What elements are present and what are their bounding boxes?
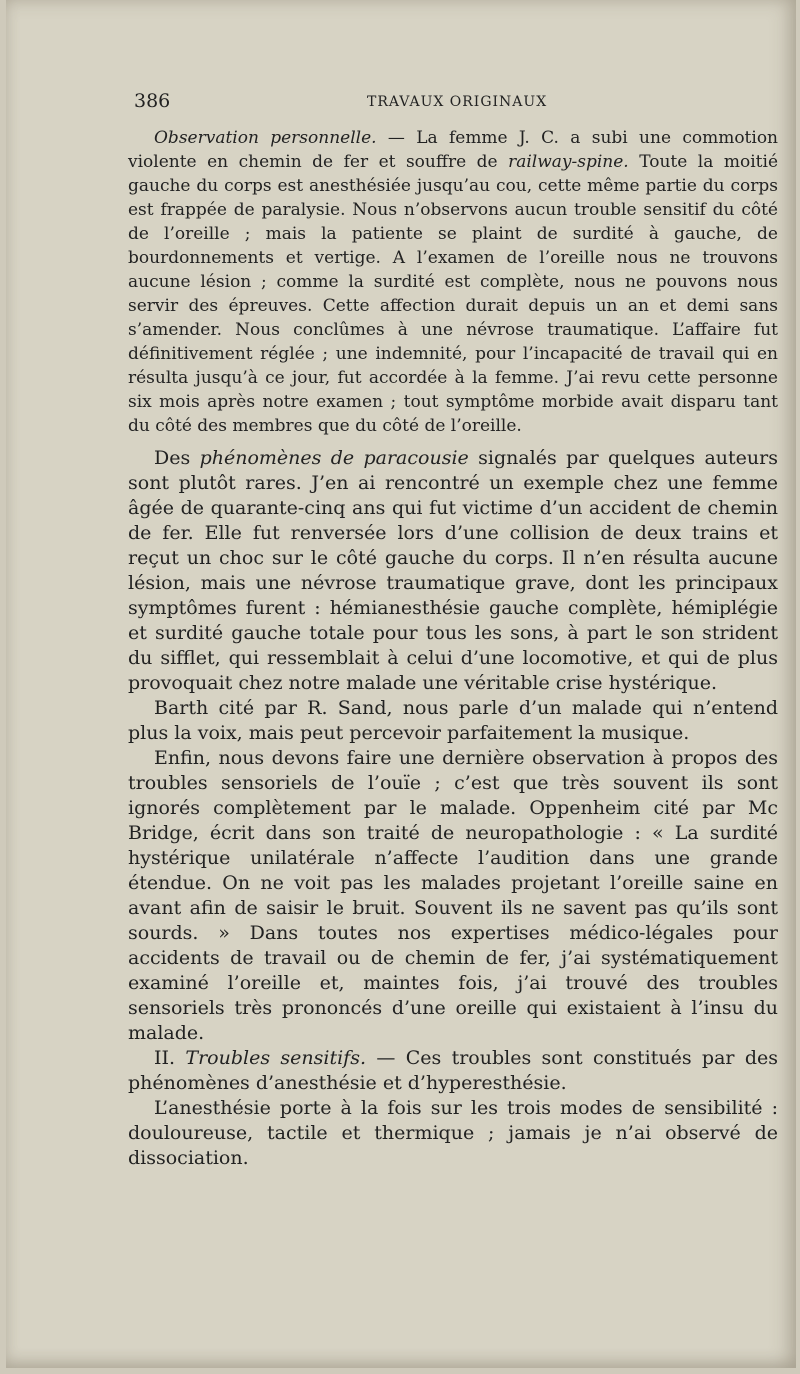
anesthesie-paragraph: L’anesthésie porte à la fois sur les trois modes de sensibilité : douloureuse, tactile et thermique ; jamais je n’ai observé de dissociation. (128, 1097, 778, 1169)
enfin-paragraph: Enfin, nous devons faire une dernière observation à propos des troubles sensoriels de l’ouïe ; c’est que très souvent ils sont ignorés complètement par le malade. Oppenheim cité par Mc Bridge, écrit dans son traité de neuropathologie : « La surdité hystérique unilatérale n’affecte l’audition dans une grande étendue. On ne voit pas les malades projetant l’oreille saine en avant afin de saisir le bruit. Souvent ils ne savent pas qu’ils sont sourds. » Dans toutes nos expertises médico-légales pour accidents de travail ou de chemin de fer, j’ai systématiquement examiné l’oreille et, maintes fois, j’ai trouvé des troubles sensoriels très prononcés d’une oreille qui existaient à l’insu du malade. (128, 747, 778, 1044)
paragraph-spacer (128, 438, 778, 446)
observation-paragraph (128, 126, 778, 438)
paracousie-pre: Des (154, 447, 200, 469)
troubles-sensitifs-paragraph (128, 1046, 778, 1096)
running-title: TRAVAUX ORIGINAUX (367, 94, 548, 110)
page-header (134, 90, 778, 116)
page-number: 386 (134, 90, 171, 112)
section-title: Troubles sensitifs. (185, 1047, 367, 1069)
observation-text-part2: Toute la moitié gauche du corps est anesthésiée jusqu’au cou, cette même partie du corps est frappée de paralysie. Nous n’observons aucun trouble sensitif du côté de l’oreille ; mais la patiente se plaint de surdité à gauche, de bourdonnements et vertige. A l’examen de l’oreille nous ne trouvons aucune lésion ; comme la surdité est complète, nous ne pouvons nous servir des épreuves. Cette affection durait depuis un an et demi sans s’amender. Nous conclûmes à une névrose traumatique. L’affaire fut définitivement réglée ; une indemnité, pour l’incapacité de travail qui en résulta jusqu’à ce jour, fut accordée à la femme. J’ai revu cette personne six mois après notre examen ; tout symptôme morbide avait disparu tant du côté des membres que du côté de l’oreille. (128, 152, 778, 436)
barth-paragraph: Barth cité par R. Sand, nous parle d’un malade qui n’entend plus la voix, mais peut percevoir parfaitement la musique. (128, 697, 778, 744)
troubles-text: — Ces troubles sont constitués par des phénomènes d’anesthésie et d’hyperesthésie. (128, 1047, 779, 1094)
book-page (6, 0, 796, 1368)
observation-text-part1: — La femme J. C. a subi une commotion violente en chemin de fer et souffre de (128, 128, 779, 172)
body-text (128, 126, 778, 1171)
observation-lead: Observation personnelle. (154, 128, 377, 148)
railway-spine-term: railway-spine. (508, 152, 629, 172)
paracousie-text: signalés par quelques auteurs sont plutôt rares. J’en ai rencontré un exemple chez une femme âgée de quarante-cinq ans qui fut victime d’un accident de chemin de fer. Elle fut renversée lors d’une collision de deux trains et reçut un choc sur le côté gauche du corps. Il n’en résulta aucune lésion, mais une névrose traumatique grave, dont les principaux symptômes furent : hémianesthésie gauche complète, hémiplégie et surdité gauche totale pour tous les sons, à part le son strident du sifflet, qui ressemblait à celui d’une locomotive, et qui de plus provoquait chez notre malade une véritable crise hystérique. (128, 447, 778, 694)
paracousie-paragraph (128, 446, 778, 696)
paracousie-term: phénomènes de paracousie (199, 447, 469, 469)
section-number: II. (154, 1047, 186, 1069)
